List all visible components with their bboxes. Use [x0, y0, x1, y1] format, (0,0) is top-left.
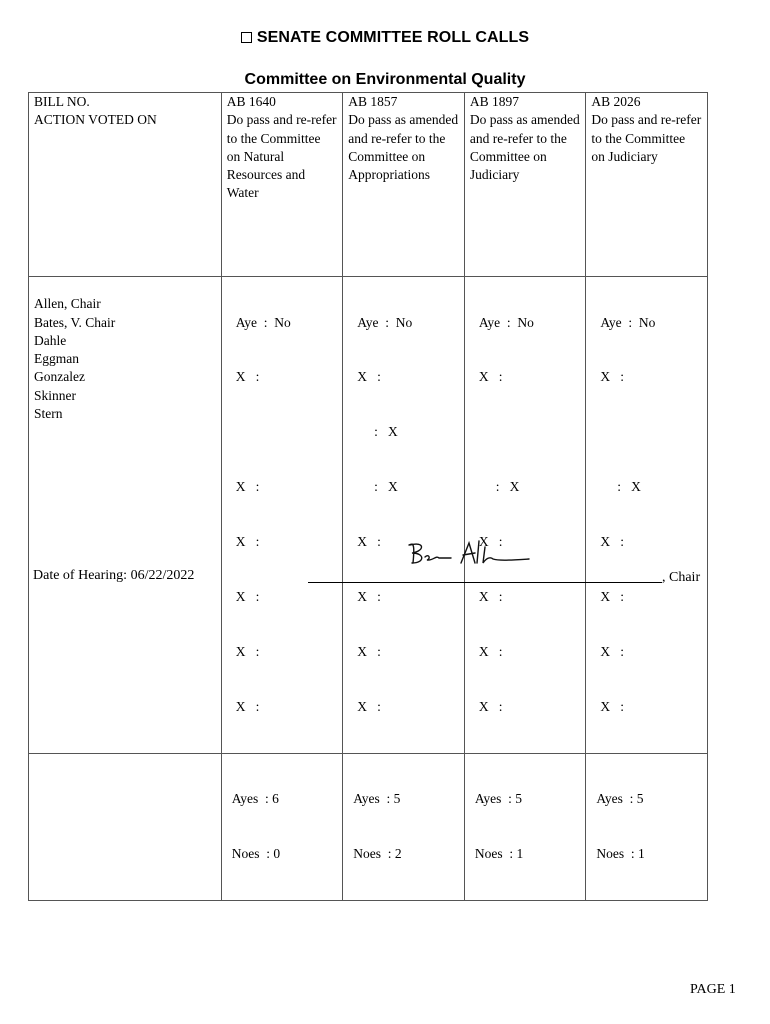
- vote-mark: : X: [600, 479, 641, 495]
- vote-mark: : X: [357, 424, 398, 440]
- member-names-cell: [29, 277, 222, 754]
- member-name: Eggman: [34, 351, 79, 367]
- bill-number: AB 1857: [348, 94, 398, 109]
- votes-row: [29, 277, 708, 754]
- vote-mark: X :: [235, 589, 260, 605]
- bill-number: AB 1897: [469, 94, 519, 109]
- ayes-total: Ayes : 5: [353, 791, 401, 807]
- vote-mark: X :: [478, 698, 503, 714]
- vote-mark: : X: [357, 479, 398, 495]
- member-name: Gonzalez: [34, 369, 85, 385]
- noes-total: Noes : 0: [231, 846, 281, 862]
- ayes-total: Ayes : 5: [596, 791, 644, 807]
- vote-mark: X :: [600, 369, 625, 385]
- vote-mark: X :: [357, 698, 381, 714]
- vote-column: [221, 277, 343, 754]
- vote-column: [464, 277, 586, 754]
- vote-mark: X :: [235, 643, 260, 659]
- vote-mark: X :: [235, 698, 260, 714]
- checkbox-icon: [241, 32, 252, 43]
- tally-row: [29, 753, 708, 900]
- tally-cell: [464, 753, 586, 900]
- tally-cell: [221, 753, 343, 900]
- bill-action: Do pass as amended and re-refer to the Committee on Appropriations: [348, 112, 459, 183]
- bill-header-row: [29, 93, 708, 277]
- vote-mark: X :: [600, 643, 625, 659]
- member-name: Dahle: [34, 332, 67, 348]
- signature-line: [308, 568, 662, 583]
- bill-cell: [221, 93, 343, 277]
- bill-number: AB 1640: [226, 94, 276, 109]
- vote-mark: [236, 423, 338, 441]
- ayes-total: Ayes : 6: [231, 791, 279, 807]
- vote-mark: X :: [600, 589, 625, 605]
- bill-cell: [343, 93, 465, 277]
- vote-mark: X :: [357, 643, 381, 659]
- vote-mark: [479, 423, 581, 441]
- title-text: SENATE COMMITTEE ROLL CALLS: [256, 29, 530, 46]
- date-of-hearing: Date of Hearing: 06/22/2022: [33, 568, 195, 583]
- aye-no-header: Aye : No: [478, 314, 534, 330]
- row-labels-cell: [29, 93, 222, 277]
- member-name: Allen, Chair: [34, 296, 101, 312]
- chair-label: , Chair: [662, 570, 701, 585]
- vote-column: [586, 277, 708, 754]
- vote-mark: X :: [357, 589, 381, 605]
- bill-action: Do pass and re-refer to the Committee on Natural Resources and Water: [226, 112, 337, 201]
- noes-total: Noes : 2: [353, 846, 402, 862]
- member-name: Bates, V. Chair: [34, 314, 116, 330]
- vote-mark: X :: [478, 589, 503, 605]
- vote-mark: X :: [600, 534, 625, 550]
- aye-no-header: Aye : No: [235, 314, 291, 330]
- bill-action: Do pass as amended and re-refer to the Committee on Judiciary: [469, 112, 580, 183]
- vote-mark: X :: [478, 534, 503, 550]
- tally-cell: [586, 753, 708, 900]
- bill-cell: [586, 93, 708, 277]
- vote-mark: X :: [357, 534, 381, 550]
- aye-no-header: Aye : No: [600, 314, 656, 330]
- bill-cell: [464, 93, 586, 277]
- vote-mark: X :: [478, 369, 503, 385]
- vote-mark: X :: [478, 643, 503, 659]
- vote-column: [343, 277, 465, 754]
- bill-action: Do pass and re-refer to the Committee on Judiciary: [591, 112, 702, 164]
- action-voted-on-label: ACTION VOTED ON: [34, 112, 157, 128]
- aye-no-header: Aye : No: [357, 314, 413, 330]
- chair-signature: [403, 533, 533, 573]
- roll-call-table: [28, 92, 708, 901]
- vote-mark: X :: [357, 369, 381, 385]
- page-title: [0, 29, 770, 47]
- bill-number: AB 2026: [591, 94, 641, 109]
- member-name: Stern: [34, 406, 63, 422]
- chair-signature-line: [308, 568, 700, 586]
- vote-mark: [600, 423, 702, 441]
- tally-label-cell: [29, 753, 222, 900]
- noes-total: Noes : 1: [474, 846, 524, 862]
- noes-total: Noes : 1: [596, 846, 645, 862]
- vote-mark: : X: [478, 479, 520, 495]
- vote-mark: X :: [235, 369, 260, 385]
- vote-mark: X :: [600, 698, 625, 714]
- vote-mark: X :: [235, 479, 260, 495]
- page-number: PAGE 1: [690, 982, 736, 997]
- member-name: Skinner: [34, 387, 76, 403]
- tally-cell: [343, 753, 465, 900]
- bill-no-label: BILL NO.: [34, 94, 90, 109]
- vote-mark: X :: [235, 534, 260, 550]
- ayes-total: Ayes : 5: [474, 791, 522, 807]
- committee-name: Committee on Environmental Quality: [244, 71, 526, 88]
